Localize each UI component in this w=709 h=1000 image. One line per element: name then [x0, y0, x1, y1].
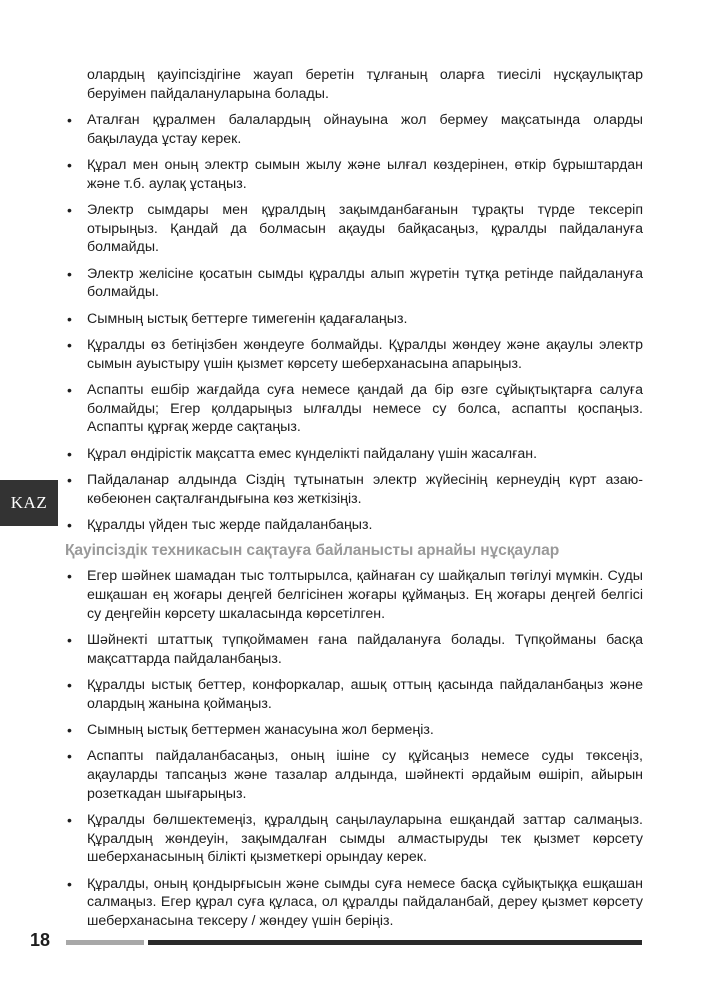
list-item: • Құралды өз бетіңізбен жөндеуге болмайды. Құралды жөндеу және ақаулы электр сымын ауыстыру үшін қызмет көрсету шеберханасына апарыңыз.: [65, 336, 643, 373]
list-item: • Пайдаланар алдында Сіздің тұтынатын электр жүйесінің кернеудің күрт азаю-көбеюнен сақталғандығына көз жеткізіңіз.: [65, 471, 643, 508]
list-item: • Құрал өндірістік мақсатта емес күнделікті пайдалану үшін жасалған.: [65, 445, 643, 464]
page-number: 18: [30, 930, 51, 950]
list-item: • Аспапты пайдаланбасаңыз, оның ішіне су құйсаңыз немесе суды төксеңіз, ақауларды тапсаңыз және тазалар алдында, шәйнекті әрдайым өшіріп, айырын розеткадан шығарыңыз.: [65, 747, 643, 803]
list-item: • Электр желісіне қосатын сымды құралды алып жүретін тұтқа ретінде пайдалануға болмайды.: [65, 265, 643, 302]
list-item: • Сымның ыстық беттермен жанасуына жол бермеңіз.: [65, 721, 643, 740]
list-item: • Құралды бөлшектемеңіз, құралдың саңылауларына ешқандай заттар салмаңыз. Құралдың жөндеуін, зақымдалған сымды алмастыруды тек қызмет көрсету шеберханасының білікті қызметкері орындау керек.: [65, 811, 643, 867]
manual-page-content: [65, 66, 643, 938]
list-item: • Аспапты ешбір жағдайда суға немесе қандай да бір өзге сұйықтықтарға салуға болмайды; Егер қолдарыңыз ылғалды немесе су болса, аспапты қоспаңыз. Аспапты құрғақ жерде сақтаңыз.: [65, 381, 643, 437]
list-item: • Құрал мен оның электр сымын жылу және ылғал көздерінен, өткір бұрыштардан және т.б. аулақ ұстаңыз.: [65, 156, 643, 193]
footer-divider-light: [66, 940, 144, 945]
list-item: • Электр сымдары мен құралдың зақымданбағанын тұрақты түрде тексеріп отырыңыз. Қандай да болмасын ақауды байқасаңыз, құралды пайдалануға болмайды.: [65, 201, 643, 257]
list-item: • Аталған құралмен балалардың ойнауына жол бермеу мақсатында оларды бақылауда ұстау керек.: [65, 111, 643, 148]
continuation-paragraph: олардың қауіпсіздігіне жауап беретін тұлғаның оларға тиесілі нұсқаулықтар беруімен пайдалануларына болады.: [87, 67, 643, 102]
general-safety-list: [65, 111, 643, 534]
language-tab: KAZ: [0, 480, 58, 526]
list-item: • Құралды ыстық беттер, конфоркалар, ашық оттың қасында пайдаланбаңыз және олардың жанына қоймаңыз.: [65, 676, 643, 713]
list-item: • Шәйнекті штаттық түпқоймамен ғана пайдалануға болады. Түпқойманы басқа мақсаттарда пайдаланбаңыз.: [65, 631, 643, 668]
list-item: • Егер шәйнек шамадан тыс толтырылса, қайнаған су шайқалып төгілуі мүмкін. Суды ешқашан ең жоғары деңгей белгісінен жоғары құймаңыз. Ең жоғары деңгей белгісі су деңгейін көрсету шкаласында көрсетілген.: [65, 567, 643, 623]
special-instructions-heading: Қауіпсіздік техникасын сақтауға байланысты арнайы нұсқаулар: [65, 542, 560, 560]
list-item: • Құралды үйден тыс жерде пайдаланбаңыз.: [65, 516, 643, 535]
list-item: • Сымның ыстық беттерге тимегенін қадағалаңыз.: [65, 310, 643, 329]
footer-divider-dark: [148, 940, 642, 945]
special-safety-list: [65, 567, 643, 930]
list-item: • Құралды, оның қондырғысын және сымды суға немесе басқа сұйықтыққа ешқашан салмаңыз. Егер құрал суға құласа, ол құралды пайдаланбай, дереу қызмет көрсету шеберханасына тексеру / жөндеу үшін беріңіз.: [65, 875, 643, 931]
